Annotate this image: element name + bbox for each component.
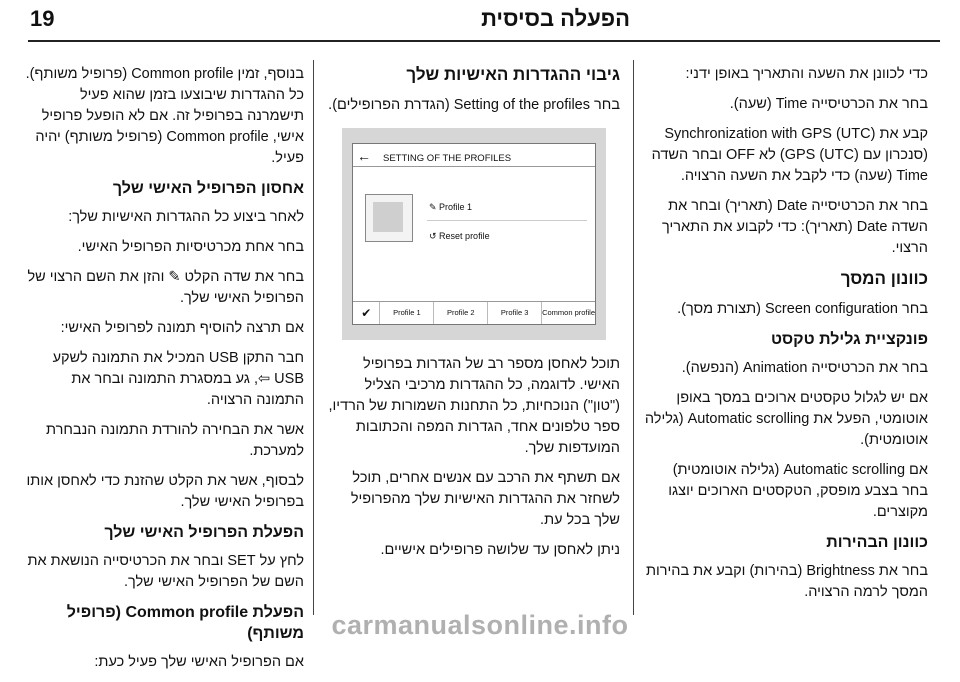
checkmark-icon: ✔ [361,306,372,320]
page-title: הפעלה בסיסית [481,6,630,31]
profile-picture-frame [365,194,413,242]
paragraph: בחר אחת מכרטיסיות הפרופיל האישי. [77,239,304,255]
paragraph: בנוסף, זמין Common profile (פרופיל משותף). כל ההגדרות שיבוצעו בזמן שהוא פעיל תישמרנה בפרופיל זה. אם לא הופעל פרופיל אישי, Common profile (פרופיל משותף) יהיה פעיל. [25,66,304,166]
reset-profile-option: ↺ Reset profile [429,231,490,241]
section-heading: הפעלת Common profile (פרופיל משותף) [66,604,304,642]
paragraph: בחר את שדה הקלט ✎ והזן את השם הרצוי של הפרופיל האישי שלך. [27,269,304,306]
screen-title-bar [353,144,595,167]
column-middle [328,64,620,570]
paragraph: לחץ על SET ובחר את הכרטיסייה הנושאת את השם של הפרופיל האישי שלך. [27,553,304,590]
paragraph: לבסוף, אשר את הקלט שהזנת כדי לאחסן אותו בפרופיל האישי שלך. [26,473,304,510]
profile-name-option: ✎ Profile 1 [429,202,473,212]
column-divider-left [313,60,314,615]
avatar-icon [373,202,403,232]
page-number: 19 [30,6,55,31]
paragraph: אם הפרופיל האישי שלך פעיל כעת: [94,654,304,670]
profiles-screen [352,143,596,325]
paragraph: חבר התקן USB המכיל את התמונה לשקע USB ⇦, גע במסגרת התמונה ובחר את התמונה הרצויה. [52,350,304,408]
section-heading: כוונון הבהירות [826,534,928,551]
column-left [24,64,304,682]
watermark: carmanualsonline.info [331,610,629,640]
header-rule [28,40,940,42]
section-heading: כוונון המסך [840,269,928,288]
paragraph: קבע את Synchronization with GPS (UTC) (סנכרון עם GPS (UTC)) לא OFF ובחר השדה Time (שעה) כדי לקבל את השעה הרצויה. [651,126,928,184]
tab-profile-2: Profile 2 [433,302,487,324]
screen-title: SETTING OF THE PROFILES [383,153,512,164]
option-label: Reset profile [439,231,490,241]
section-heading: פונקציית גלילת טקסט [770,331,928,348]
paragraph: אם תרצה להוסיף תמונה לפרופיל האישי: [60,320,304,336]
page-header [0,0,960,44]
back-arrow-icon: ← [357,148,371,164]
option-label: Profile 1 [439,202,473,212]
profiles-screenshot-figure [342,128,606,340]
section-heading: הפעלת הפרופיל האישי שלך [104,524,304,541]
tab-profile-1: Profile 1 [379,302,433,324]
paragraph: בחר את הכרטיסייה Animation (הנפשה). [681,360,928,376]
paragraph: בחר את הכרטיסייה Time (שעה). [729,96,928,112]
section-heading: אחסון הפרופיל האישי שלך [112,180,304,197]
tab-profile-3: Profile 3 [487,302,541,324]
paragraph: בחר את Brightness (בהירות) וקבע את בהירות המסך לרמה הרצויה. [645,563,928,600]
tab-common-profile: Common profile [541,302,595,324]
paragraph: אם תשתף את הרכב עם אנשים אחרים, תוכל לשחזר את ההגדרות האישיות שלך מהפרופיל שלך בכל עת. [350,470,620,528]
divider [427,220,587,221]
paragraph: אשר את הבחירה להורדת התמונה הנבחרת למערכת. [46,422,304,459]
paragraph: לאחר ביצוע כל ההגדרות האישיות שלך: [68,209,304,225]
paragraph: בחר את הכרטיסייה Date (תאריך) ובחר את השדה Date (תאריך): כדי לקבוע את התאריך הרצוי. [662,198,928,256]
paragraph: אם Automatic scrolling (גלילה אוטומטית) בחר בצבע מופסק, הטקסטים הארוכים יוצגו מקוצרים. [668,462,928,520]
column-divider-right [633,60,634,615]
paragraph: בחר Screen configuration (תצורת מסך). [677,301,928,317]
paragraph: תוכל לאחסן מספר רב של הגדרות בפרופיל האישי. לדוגמה, כל ההגדרות מרכיבי הצליל ("טון") הנוכחיות, כל התחנות השמורות של הרדיו, ספר טלפונים אחד, הגדרות המפה והכתובות המועדפות שלך. [328,356,620,456]
profile-tabs [353,301,595,324]
section-heading: גיבוי ההגדרות האישיות שלך [406,65,620,84]
paragraph: כדי לכוונן את השעה והתאריך באופן ידני: [685,66,928,82]
paragraph: בחר Setting of the profiles (הגדרת הפרופילים). [328,97,620,113]
column-right [644,64,928,612]
paragraph: ניתן לאחסן עד שלושה פרופילים אישיים. [380,542,620,558]
paragraph: אם יש לגלול טקסטים ארוכים במסך באופן אוטומטי, הפעל את Automatic scrolling (גלילה אוטומטית). [644,390,928,448]
